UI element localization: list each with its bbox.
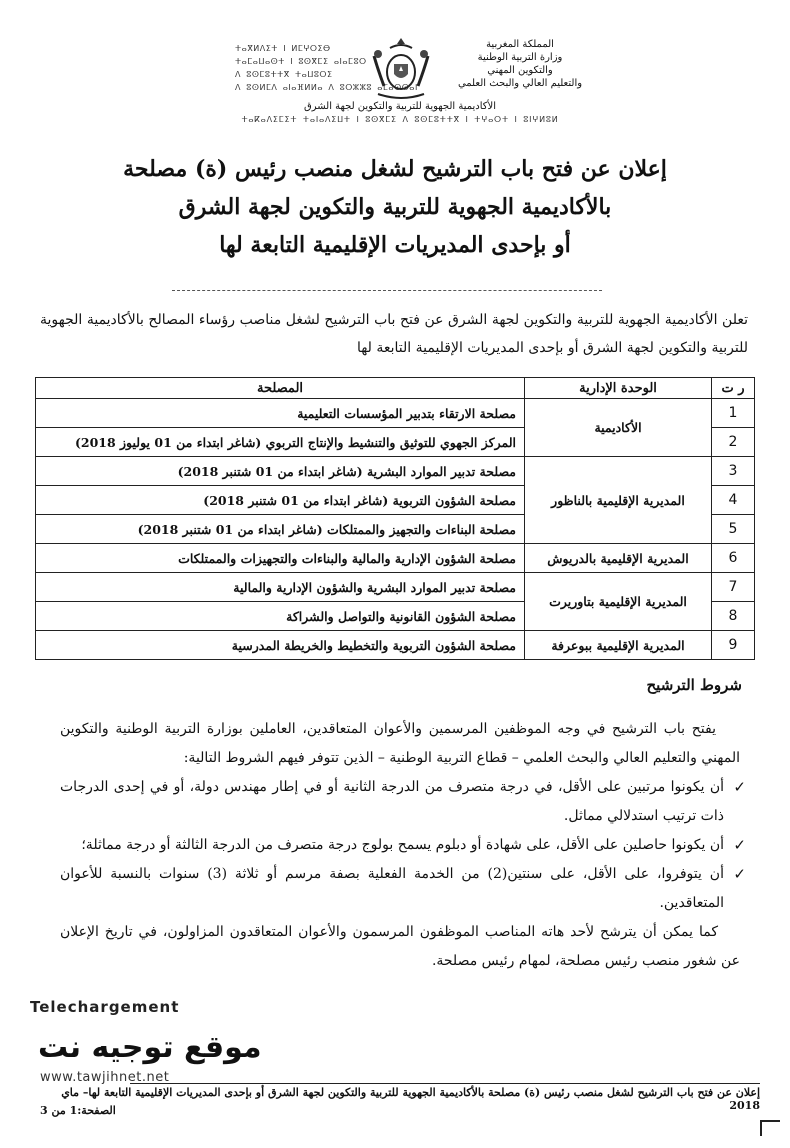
- condition-item: [60, 773, 746, 831]
- service-cell: مصلحة البناءات والتجهيز والممتلكات (شاغر ابتداء من 01 شتنبر 2018): [36, 515, 525, 544]
- academy-name-arabic: الأكاديمية الجهوية للتربية والتكوين لجهة الشرق: [303, 101, 497, 112]
- conditions-list: [60, 773, 746, 918]
- header-line: المملكة المغربية: [486, 39, 554, 50]
- service-cell: مصلحة الارتقاء بتدبير المؤسسات التعليمية: [36, 399, 525, 428]
- row-number: 5: [712, 515, 755, 544]
- service-cell: مصلحة الشؤون الإدارية والمالية والبناءات والتجهيزات والممتلكات: [36, 544, 525, 573]
- unit-cell: المديرية الإقليمية بالدريوش: [525, 544, 712, 573]
- service-cell: مصلحة تدبير الموارد البشرية والشؤون الإدارية والمالية: [36, 573, 525, 602]
- coat-of-arms-emblem: [370, 36, 432, 100]
- scan-corner-mark: [760, 1120, 780, 1136]
- title-line: إعلان عن فتح باب الترشيح لشغل منصب رئيس (ة) مصلحة: [123, 156, 667, 182]
- header-unit: الوحدة الإدارية: [525, 378, 712, 399]
- checkmark-icon: ✓: [733, 778, 746, 796]
- title-line: بالأكاديمية الجهوية للتربية والتكوين لجهة الشرق: [178, 194, 612, 220]
- service-cell: مصلحة الشؤون التربوية (شاغر ابتداء من 01 شتنبر 2018): [36, 486, 525, 515]
- unit-cell: الأكاديمية: [525, 399, 712, 457]
- row-number: 9: [712, 631, 755, 660]
- footer-text: إعلان عن فتح باب الترشيح لشغل منصب رئيس (ة) مصلحة بالأكاديمية الجهوية للتربية والتكوين لجهة الشرق أو بإحدى المديريات الإقليمية التابعة لها– ماي 2018: [61, 1086, 760, 1112]
- intro-paragraph: تعلن الأكاديمية الجهوية للتربية والتكوين لجهة الشرق عن فتح باب الترشيح لشغل مناصب رؤساء المصالح بالأكاديمية الجهوية للتربية والتكوين لجهة الشرق أو بإحدى المديريات الإقليمية التابعة لها: [40, 312, 748, 356]
- row-number: 1: [712, 399, 755, 428]
- conditions-lead: يفتح باب الترشيح في وجه الموظفين المرسمين والأعوان المتعاقدين، العاملين بوزارة التربية الوطنية والتكوين المهني والتعليم العالي والبحث العلمي – قطاع التربية الوطنية – الذين تتوفر فيهم الشروط التالية:: [60, 721, 740, 766]
- service-cell: مصلحة الشؤون القانونية والتواصل والشراكة: [36, 602, 525, 631]
- academy-header: [210, 100, 590, 126]
- ministry-header-arabic: [445, 38, 595, 90]
- watermark-url: www.tawjihnet.net: [40, 1070, 170, 1085]
- table-row: [36, 544, 755, 573]
- ministry-header-tifinagh: [235, 42, 418, 94]
- unit-cell: المديرية الإقليمية ببوعرفة: [525, 631, 712, 660]
- conditions-body: [60, 715, 746, 976]
- page-number: الصفحة:1 من 3: [40, 1104, 116, 1117]
- unit-cell: المديرية الإقليمية بالناظور: [525, 457, 712, 544]
- conditions-closing: كما يمكن أن يترشح لأحد هاته المناصب الموظفون المرسمون والأعوان المتعاقدون المزاولون، في تاريخ الإعلان عن شغور منصب رئيس مصلحة، لمهام رئيس مصلحة.: [60, 924, 740, 969]
- unit-cell: المديرية الإقليمية بتاوريرت: [525, 573, 712, 631]
- header-service: المصلحة: [36, 378, 525, 399]
- tifinagh-line: ⴷ ⵓⵙⵎⵓⵜⵜⴳ ⵜⴰⵡⵓⵔⵉ: [235, 70, 333, 79]
- condition-item: [60, 860, 746, 918]
- header-line: والتكوين المهني: [487, 65, 553, 76]
- service-cell: مصلحة الشؤون التربوية والتخطيط والخريطة المدرسية: [36, 631, 525, 660]
- condition-text: أن يكونوا حاصلين على الأقل، على شهادة أو دبلوم يسمح بولوج درجة متصرف من الدرجة الثالثة أو درجة مماثلة؛: [81, 837, 724, 853]
- table-header-row: [36, 378, 755, 399]
- table-row: [36, 457, 755, 486]
- service-cell: المركز الجهوي للتوثيق والتنشيط والإنتاج التربوي (شاغر ابتداء من 01 يوليوز 2018): [36, 428, 525, 457]
- row-number: 4: [712, 486, 755, 515]
- service-cell: مصلحة تدبير الموارد البشرية (شاغر ابتداء من 01 شتنبر 2018): [36, 457, 525, 486]
- condition-text: أن يكونوا مرتبين على الأقل، في درجة متصرف من الدرجة الثانية أو في إطار مهندس دولة، أو في إحدى الدرجات ذات ترتيب استدلالي مماثل.: [60, 779, 724, 824]
- academy-name-tifinagh: ⵜⴰⴽⴰⴷⵉⵎⵉⵜ ⵜⴰⵏⴰⴷⵉⵡⵜ ⵏ ⵓⵙⴳⵎⵉ ⴷ ⵓⵙⵎⵓⵜⵜⴳ ⵏ ⵜⵖⴰⵔⵜ ⵏ ⵓⵏⵖⵍⵓⵍ: [241, 115, 559, 124]
- header-line: وزارة التربية الوطنية: [477, 52, 563, 63]
- watermark-site-name: موقع توجيه نت: [38, 1030, 262, 1065]
- header-num: ر ت: [712, 378, 755, 399]
- conditions-heading: شروط الترشيح: [646, 676, 742, 694]
- announcement-title: [100, 150, 690, 264]
- tifinagh-line: ⵜⴰⵎⴰⵡⴰⵙⵜ ⵏ ⵓⵙⴳⵎⵉ ⴰⵏⴰⵎⵓⵔ: [235, 57, 367, 66]
- footer-rule: [130, 1083, 760, 1084]
- services-table: [35, 377, 755, 660]
- title-line: أو بإحدى المديريات الإقليمية التابعة لها: [219, 232, 571, 258]
- row-number: 6: [712, 544, 755, 573]
- table-row: [36, 399, 755, 428]
- tifinagh-line: ⴷ ⵓⵙⵍⵎⴷ ⴰⵏⴰⴼⵍⵍⴰ ⴷ ⵓⵔⵣⵣⵓ ⴰⵎⴰⵙⵙⴰⵏ: [235, 83, 418, 92]
- header-line: والتعليم العالي والبحث العلمي: [457, 78, 583, 89]
- row-number: 8: [712, 602, 755, 631]
- condition-item: [60, 831, 746, 860]
- watermark-download-label: Telechargement: [30, 998, 180, 1016]
- table-row: [36, 631, 755, 660]
- condition-text: أن يتوفروا، على الأقل، على سنتين(2) من الخدمة الفعلية بصفة مرسم أو ثلاثة (3) سنوات بالنسبة للأعوان المتعاقدين.: [60, 866, 724, 911]
- title-separator: [172, 290, 602, 291]
- checkmark-icon: ✓: [733, 865, 746, 883]
- row-number: 7: [712, 573, 755, 602]
- row-number: 2: [712, 428, 755, 457]
- table-row: [36, 573, 755, 602]
- tifinagh-line: ⵜⴰⴳⵍⴷⵉⵜ ⵏ ⵍⵎⵖⵔⵉⴱ: [235, 44, 331, 53]
- row-number: 3: [712, 457, 755, 486]
- checkmark-icon: ✓: [733, 836, 746, 854]
